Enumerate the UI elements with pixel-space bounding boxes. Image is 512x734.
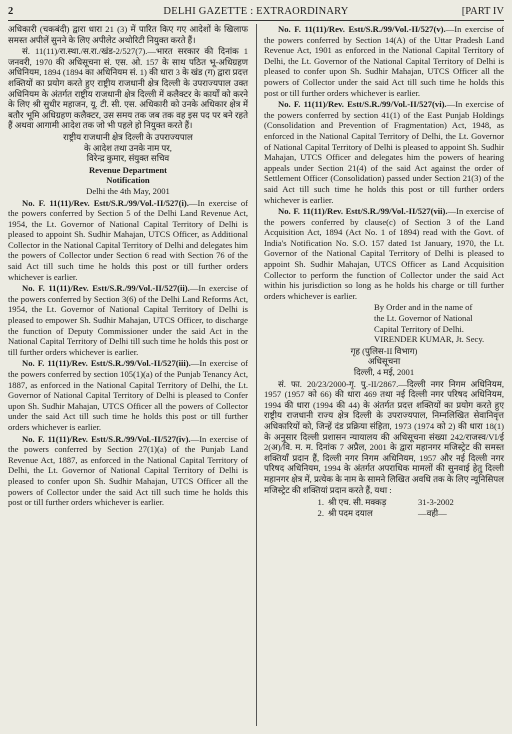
notification-number: No. F. 11(11)/Rev. Estt/S.R./99/Vol.-II/527(iv). — [22, 433, 191, 444]
hindi-notification-heading: अधिसूचना — [367, 356, 401, 367]
notification-body: —In exercise of the powers conferred by section 105(1)(a) of the Punjab Tenancy Act, 1887, as enforced in the National Capital Territory of Delhi, the Lt. Governor of National Capital Territory of Delhi is pleased to Confer upon Sh. Sudhir Mahajan, UTCS Officer all the powers of Collector under the said Act till such time he holds this post or till further orders whichever is earlier. — [8, 358, 249, 432]
hindi-signatory: विरेन्द्र कुमार, संयुक्त सचिव — [86, 153, 170, 164]
list-name: श्री एच. सी. मक्कड़ — [328, 497, 387, 508]
gazette-title: DELHI GAZETTE : EXTRAORDINARY — [163, 6, 349, 17]
dept-heading: Revenue Department — [88, 164, 168, 175]
notification-vi — [264, 99, 504, 205]
notification-number: No. F. 11(11)/Rev. Estt/S.R./99/Vol.-II/527(vii). — [278, 206, 448, 217]
notification-vii — [264, 206, 504, 301]
order-line-1: By Order and in the name of — [374, 302, 473, 313]
list-item — [264, 508, 504, 519]
list-name: श्री पदम दयाल — [328, 508, 373, 519]
hindi-intro: अधिकारी (चकबंदी) द्वारा धारा 21 (3) में पारित किए गए आदेशों के खिलाफ समस्त अपीलें सुनने के लिए अपीलेट अथोरिटी नियुक्त करते हैं। — [8, 24, 248, 45]
notification-number: No. F. 11(11)/Rev. Estt/S.R./99/Vol.-II/527(i). — [22, 197, 189, 208]
order-line-2: the Lt. Governor of National — [374, 313, 473, 324]
hindi-date: दिल्ली, 4 मई, 2001 — [353, 367, 415, 377]
left-column — [8, 24, 248, 508]
notification-body: —In exercise of the powers conferred by clause(c) of Section 3 of the Land Acquisition Act, 1894 (Act No. 1 of 1894) read with the Govt. of India's Notification No. S.O. 157 dated 1st January, 1970, the Lt. Governor of the National Capital Territory of Delhi is pleased to appoint Sh. Sudhir Mahajan, UTCS Officer as Land Acquisition Collector to perform the function of Collector under the said Act within his jurisdiction so long as he holds his charge or till further orders whichever is earlier. — [264, 206, 504, 301]
page-header — [8, 6, 504, 21]
page-number: 2 — [8, 6, 14, 17]
hindi-notification-para: सं. 11(11)/रा.स्था./स.रा./खंड-2/527(7).—भारत सरकार की दिनांक 1 जनवरी, 1970 की अधिसूचना सं. एस. ओ. 157 के साथ पठित भू-अधिग्रहण अधिनियम, 1894 (1894 का अधिनियम सं. 1) की धारा 3 के खंड (ग) द्वारा प्रदत्त शक्तियों का प्रयोग करते हुए राष्ट्रीय राजधानी क्षेत्र दिल्ली के उपराज्यपाल उक्त अधिनियम के अंतर्गत राष्ट्रीय राजधानी क्षेत्र दिल्ली में कलैक्टर के कार्यों को करने के लिए श्री सुधीर महाजन, यू. टी. सी. एस. अधिकारी को उनके अधिकार क्षेत्र में बतौर भूमि अधिग्रहण कलैक्टर, उस समय तक जब तक वह इस पद पर बने रहते हैं अथवा आगामी आदेश तक जो भी पहले हो नियुक्त करते हैं। — [8, 46, 248, 131]
right-column — [264, 24, 504, 519]
notification-number: No. F. 11(11)/Rev. Estt/S.R./99/Vol.-II/527(ii). — [22, 283, 190, 294]
list-date: —वही— — [418, 508, 447, 519]
hindi-body: सं. फा. 20/23/2000-गृ. पु.-II/2867.—दिल्ली नगर निगम अधिनियम, 1957 (1957 को 66) की धारा 469 तथा नई दिल्ली नगर परिषद अधिनियम, 1994 की धारा (1994 की 44) के अंतर्गत प्रदत्त शक्तियों का प्रयोग करते हुए राष्ट्रीय राजधानी राज्य क्षेत्र दिल्ली के उपराज्यपाल, निम्नलिखित सेवानिवृत्त अधिकारियों को, जिन्हें दंड प्रक्रिया संहिता, 1973 (1974 को 2) की धारा 18(1) के अनुसार दिल्ली प्रशासन न्यायालय की अधिसूचना संख्या 242/राजस्व/VI/ई 2(अ)/वि. म. म. दिनांक 7 अप्रैल, 2001 के द्वारा महानगर मजिस्ट्रेट की समस्त शक्तियाँ प्रदान हैं, दिल्ली नगर निगम अधिनियम, 1957 और नई दिल्ली नगर परिषद अधिनियम, 1994 के अंतर्गत अपराधिक मामलों की सुनवाई हेतु दिल्ली महानगर क्षेत्र में, प्रत्येक के नाम के सामने लिखित अवधि तक के लिए न्यूनिसिपल मजिस्ट्रेट की शक्तियां प्रदान करते हैं, यथा : — [264, 378, 504, 495]
list-date: 31-3-2002 — [418, 497, 454, 508]
magistrate-list — [264, 497, 504, 519]
list-number: 2. — [317, 508, 324, 519]
signatory: VIRENDER KUMAR, Jt. Secy. — [374, 334, 485, 345]
home-dept-heading: गृह (पुलिस-II विभाग) — [350, 345, 418, 356]
notification-ii — [8, 283, 248, 357]
notification-iv — [8, 434, 248, 508]
notification-body: —In exercise of the powers conferred by section 41(1) of the East Punjab Holdings (Consolidation and Prevention of Fragmentation) Act, 1948, as enforced in the National Capital Territory of Delhi, the Lt. Governor of National Capital Territory of Delhi is pleased to appoint Sh. Sudhir Mahajan, UTCS Officer and delegates him the powers of hearing appeals under Section 21(4) of the said Act against the order of Settlement Officer (Consolidation) passed under Section 21(3) of the said Act till such time he holds this post or till further orders whichever is earlier. — [264, 99, 504, 205]
notification-body: —In exercise of the powers conferred by Section 5 of the Delhi Land Revenue Act, 1954, the Lt. Governor of National Capital Territory of Delhi is pleased to appoint Sh. Sudhir Mahajan, UTCS Officer, as Additional Collector in the National Capital Territory of Delhi and delegates him the powers of Collector under Section 6 read with Section 76 of the said Act till such time he holds this post or till further orders whichever is earlier. — [8, 197, 248, 282]
order-line-3: Capital Territory of Delhi. — [374, 323, 464, 334]
notification-number: No. F. 11(11)/Rev. Estt/S.R./99/Vol.-II/527(iii). — [22, 358, 191, 369]
notification-date: Delhi the 4th May, 2001 — [86, 185, 170, 196]
notification-heading: Notification — [106, 175, 150, 186]
list-item — [264, 497, 504, 508]
notification-body: —In exercise of the powers conferred by Section 3(6) of the Delhi Land Reforms Act, 1954, the Lt. Governor of National Capital Territory of Delhi is pleased to empower Sh. Sudhir Mahajan, UTCS Officer, to discharge the function of Deputy Commissioner under the said Act in the National Capital Territory of Delhi till such time he holds this post or till further orders whichever is earlier. — [8, 283, 248, 357]
notification-i — [8, 198, 248, 283]
notification-v — [264, 24, 504, 98]
notification-number: No. F. 11(11)/Rev. Estt/S.R./99/Vol.-II/527(vi). — [278, 99, 447, 110]
hindi-order-line-2: के आदेश तथा उनके नाम पर, — [84, 142, 172, 153]
notification-iii — [8, 358, 248, 432]
hindi-order-line-1: राष्ट्रीय राजधानी क्षेत्र दिल्ली के उपराज्यपाल — [63, 131, 193, 142]
column-divider — [256, 24, 257, 726]
notification-body: —In exercise of the powers conferred by Section 14(A) of the Uttar Pradesh Land Revenue Act, 1901 as enforced in the National Capital Territory of Delhi, the Lt. Governor of the National Capital Territory of Delhi is pleased to confer upon Sh. Sudhir Mahajan, UTCS Officer all the powers of Collector under the said Act till such time he holds this post or till further orders whichever is earlier. — [264, 24, 504, 98]
notification-number: No. F. 11(11)/Rev. Estt/S.R./99/Vol.-II/527(v). — [278, 24, 446, 34]
notification-body: —In exercise of the powers conferred by Section 27(1)(a) of the Punjab Land Revenue Act, 1887, as enforced in the National Capital Territory of Delhi, the Lt. Governor of National Capital Territory of Delhi is pleased to confer upon Sh. Sudhir Mahajan, UTCS Officer all the powers of Collector under the said Act till such time he holds this post or till further orders whichever is earlier. — [8, 433, 248, 508]
part-label: [PART IV — [461, 6, 504, 17]
list-number: 1. — [317, 497, 324, 508]
